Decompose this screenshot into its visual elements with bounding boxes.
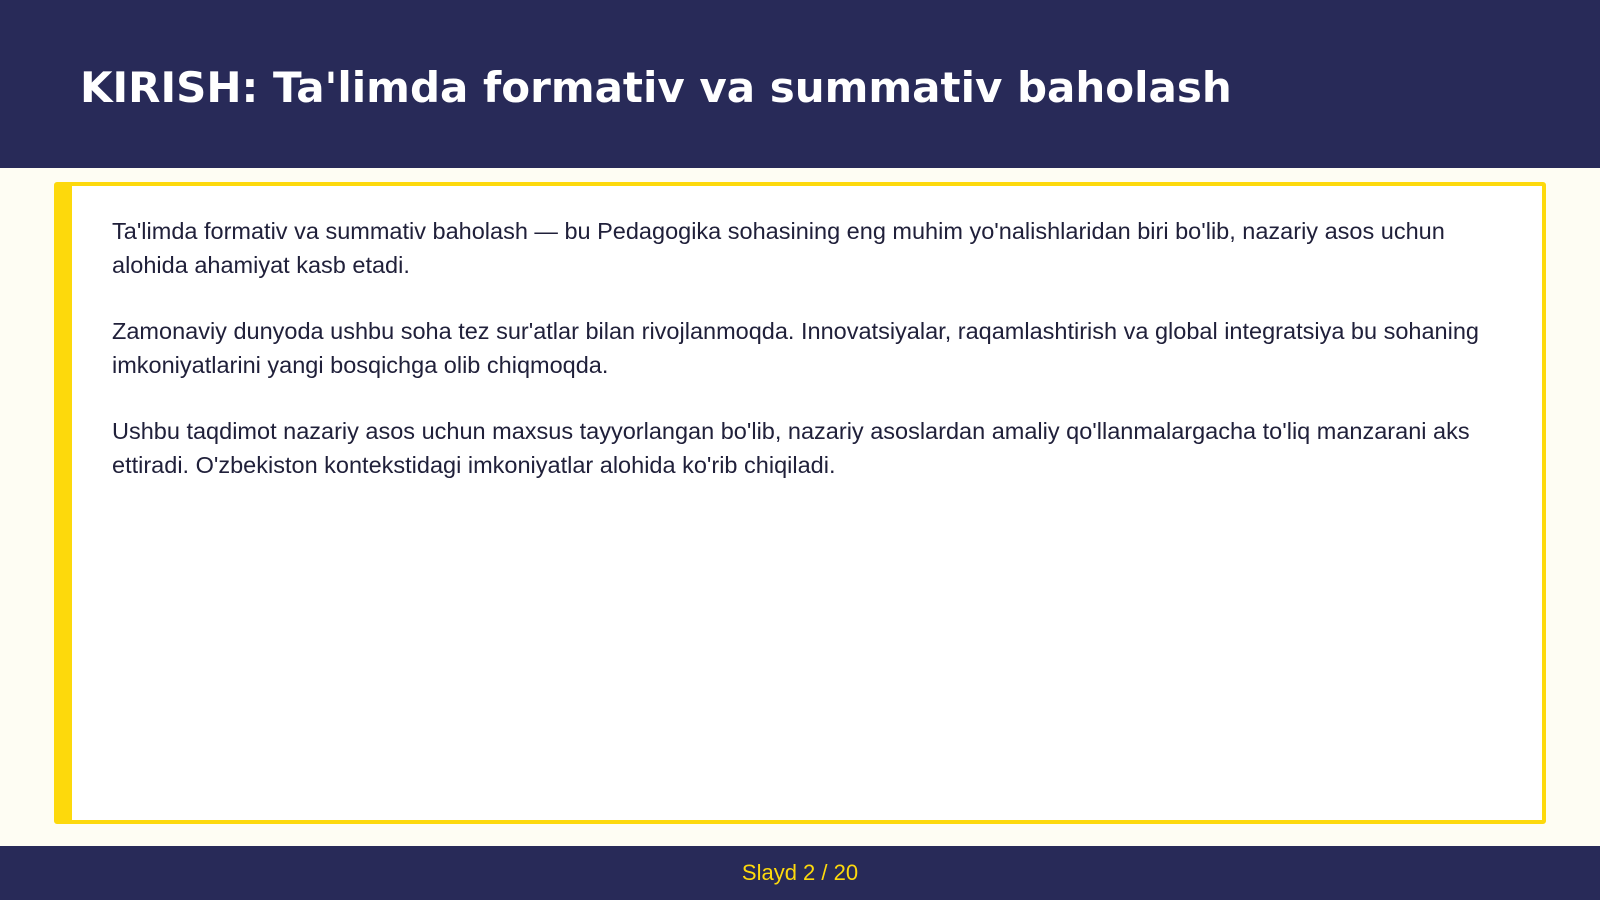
- slide-header: [0, 0, 1600, 168]
- paragraph-3: Ushbu taqdimot nazariy asos uchun maxsus tayyorlangan bo'lib, nazariy asoslardan amaliy qo'llanmalargacha to'liq manzarani aks ettiradi. O'zbekiston kontekstidagi imkoniyatlar alohida ko'rib chiqiladi.: [112, 418, 1470, 478]
- slide-title: KIRISH: Ta'limda formativ va summativ baholash: [80, 63, 1232, 112]
- slide-number: Slayd 2 / 20: [741, 860, 859, 885]
- content-card: [54, 182, 1546, 824]
- slide-footer: [0, 846, 1600, 900]
- paragraph-1: Ta'limda formativ va summativ baholash — bu Pedagogika sohasining eng muhim yo'nalishlaridan biri bo'lib, nazariy asos uchun alohida ahamiyat kasb etadi.: [112, 218, 1445, 278]
- slide-body: [112, 214, 1492, 514]
- paragraph-2: Zamonaviy dunyoda ushbu soha tez sur'atlar bilan rivojlanmoqda. Innovatsiyalar, raqamlashtirish va global integratsiya bu sohaning imkoniyatlarini yangi bosqichga olib chiqmoqda.: [112, 318, 1479, 378]
